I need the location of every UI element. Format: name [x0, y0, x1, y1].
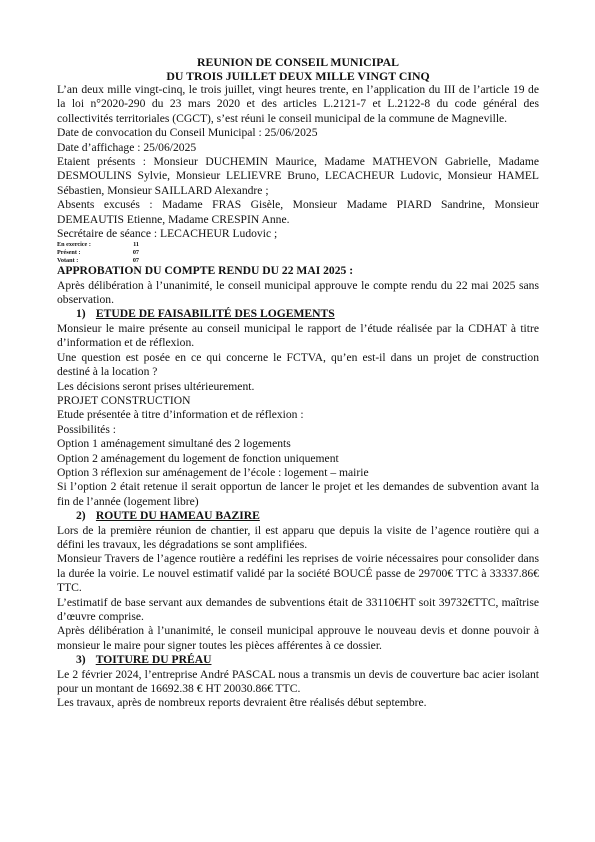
- option-3: Option 3 réflexion sur aménagement de l’école : logement – mairie: [57, 465, 369, 479]
- section-3-paragraph-2: Les travaux, après de nombreux reports devraient être réalisés début septembre.: [57, 696, 427, 710]
- stat-label: Votant :: [57, 256, 79, 264]
- section-1-paragraph-2: Une question est posée en ce qui concerne le FCTVA, qu’en est-il dans un projet de construction destiné à la location ?: [57, 350, 539, 379]
- section-2-paragraph-1: Lors de la première réunion de chantier, il est apparu que depuis la visite de l’agence routière qui a défini les travaux, les dégradations se sont amplifiées.: [57, 523, 539, 551]
- approbation-text: Après délibération à l’unanimité, le conseil municipal approuve le compte rendu du 22 mai 2025 sans observation.: [57, 278, 539, 307]
- section-number: 3): [76, 653, 86, 667]
- document-body: [57, 55, 539, 711]
- section-1-paragraph-3: Les décisions seront prises ultérieurement.: [57, 379, 255, 393]
- stat-row-votant: [57, 257, 539, 265]
- title-line-1: REUNION DE CONSEIL MUNICIPAL: [197, 55, 399, 69]
- section-3-paragraph-1: Le 2 février 2024, l’entreprise André PASCAL nous a transmis un devis de couverture bac acier isolant pour un montant de 16692.38 € HT 20030.86€ TTC.: [57, 667, 539, 696]
- option-2: Option 2 aménagement du logement de fonction uniquement: [57, 451, 339, 465]
- section-3-heading: [76, 653, 539, 667]
- stat-value: 11: [133, 241, 139, 249]
- attendance-stats: [57, 241, 539, 264]
- section-2-paragraph-4: Après délibération à l’unanimité, le conseil municipal approuve le nouveau devis et donne pouvoir à monsieur le maire pour signer toutes les pièces afférentes à ce dossier.: [57, 624, 539, 652]
- absent-members: Absents excusés : Madame FRAS Gisèle, Monsieur Madame PIARD Sandrine, Monsieur DEMEAUTIS Etienne, Madame CRESPIN Anne.: [57, 198, 539, 226]
- section-title: ETUDE DE FAISABILITÉ DES LOGEMENTS: [95, 307, 335, 321]
- present-members: Etaient présents : Monsieur DUCHEMIN Maurice, Madame MATHEVON Gabrielle, Madame DESMOULINS Sylvie, Monsieur LELIEVRE Bruno, LECACHEUR Ludovic, Monsieur HAMEL Sébastien, Monsieur SAILLARD Alexandre ;: [57, 155, 539, 197]
- stat-label: En exercice :: [57, 241, 91, 249]
- section-2-heading: [76, 509, 539, 523]
- stat-value: 07: [132, 256, 139, 264]
- intro-paragraph: L’an deux mille vingt-cinq, le trois juillet, vingt heures trente, en l’application du III de l’article 19 de la loi n°2020-290 du 23 mars 2020 et des articles L.2121-7 et L.2122-8 du code général des collectivités territoriales (CGCT), s’est réuni le conseil municipal de la commune de Magneville.: [57, 83, 539, 125]
- section-number: 1): [76, 307, 86, 321]
- stat-row-exercice: [57, 241, 539, 249]
- section-title: TOITURE DU PRÉAU: [95, 653, 212, 667]
- section-2-paragraph-3: L’estimatif de base servant aux demandes de subventions était de 33110€HT soit 39732€TTC, maîtrise d’œuvre comprise.: [57, 595, 539, 623]
- stat-value: 07: [132, 249, 139, 257]
- option-1: Option 1 aménagement simultané des 2 logements: [57, 437, 291, 451]
- section-1-subheading: PROJET CONSTRUCTION: [57, 393, 191, 407]
- title-line-2: DU TROIS JUILLET DEUX MILLE VINGT CINQ: [166, 69, 430, 83]
- session-secretary: Secrétaire de séance : LECACHEUR Ludovic ;: [57, 227, 278, 241]
- section-title: ROUTE DU HAMEAU BAZIRE: [95, 509, 260, 523]
- section-1-paragraph-6: Possibilités :: [57, 422, 116, 436]
- stat-row-present: [57, 249, 539, 257]
- section-1-heading: [76, 307, 539, 321]
- section-number: 2): [76, 509, 86, 523]
- stat-label: Présent :: [57, 249, 81, 257]
- section-2-paragraph-2: Monsieur Travers de l’agence routière a redéfini les reprises de voirie nécessaires pour consolider dans la durée la voirie. Le nouvel estimatif validé par la société BOUCÉ passe de 29700€ TTC à 33337.86€ TTC.: [57, 552, 539, 595]
- section-1-paragraph-5: Etude présentée à titre d’information et de réflexion :: [57, 408, 304, 422]
- section-1-paragraph-7: Si l’option 2 était retenue il serait opportun de lancer le projet et les demandes de subvention avant la fin de l’année (logement libre): [57, 480, 539, 508]
- convocation-date: Date de convocation du Conseil Municipal : 25/06/2025: [57, 126, 318, 140]
- affichage-date: Date d’affichage : 25/06/2025: [57, 140, 197, 154]
- section-1-paragraph-1: Monsieur le maire présente au conseil municipal le rapport de l’étude réalisée par la CDHAT à titre d’information et de réflexion.: [57, 321, 539, 350]
- approbation-heading: APPROBATION DU COMPTE RENDU DU 22 MAI 2025 :: [57, 264, 354, 278]
